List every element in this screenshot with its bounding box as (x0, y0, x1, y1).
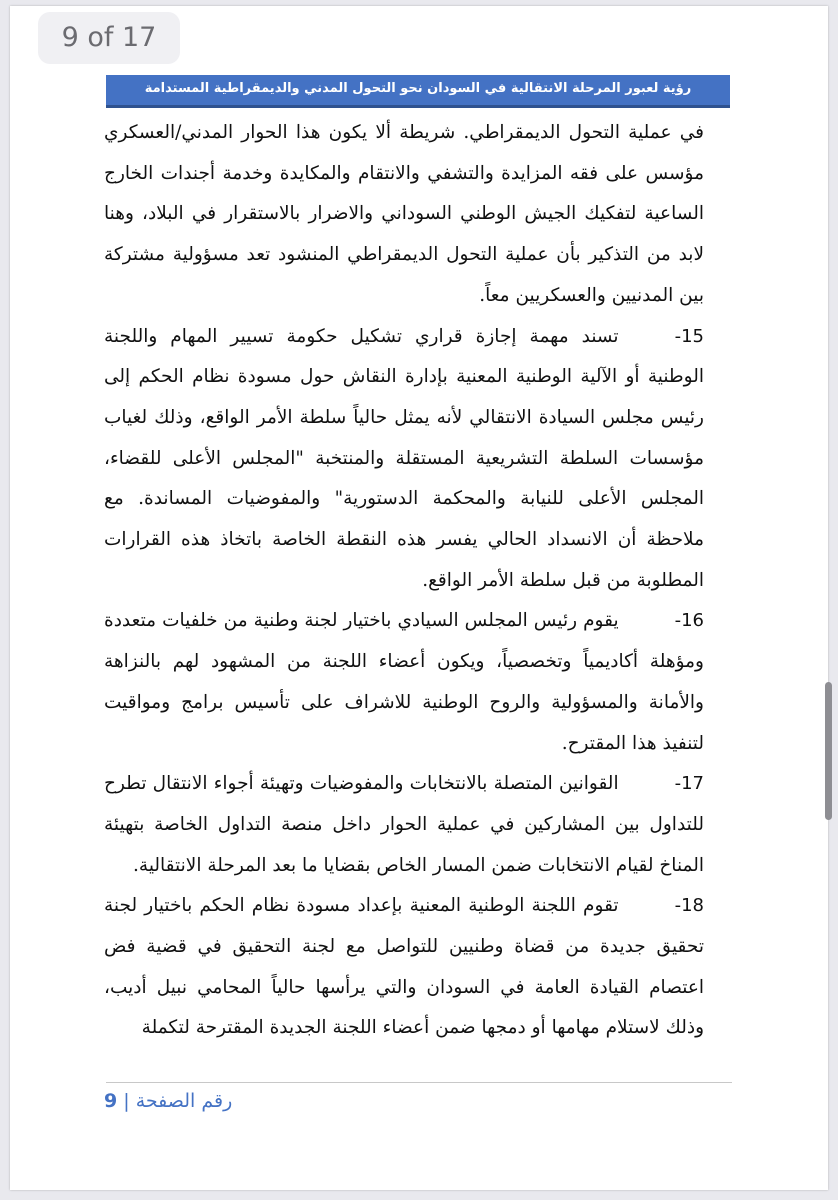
document-header-banner: رؤية لعبور المرحلة الانتقالية في السودان نحو التحول المدني والديمقراطية المستدامة (106, 75, 730, 108)
list-item-text: تقوم اللجنة الوطنية المعنية بإعداد مسودة نظام الحكم باختيار لجنة تحقيق جديدة من قضاة وطنيين للتواصل مع لجنة التحقيق في قضية فض اعتصام القيادة العامة في السودان والتي يرأسها حالياً المحامي نبيل أديب، وذلك لاستلام مهامها أو دمجها ضمن أعضاء اللجنة الجديدة المقترحة لتكملة (104, 895, 704, 1039)
list-item-number: 15- (674, 325, 704, 347)
vertical-scrollbar-thumb[interactable] (825, 682, 832, 820)
list-item (104, 764, 704, 886)
list-item-number: 16- (674, 610, 704, 632)
list-item-number: 18- (674, 895, 704, 917)
page-number-value: 9 (104, 1090, 118, 1112)
document-body (104, 113, 704, 1049)
list-item-text: تسند مهمة إجازة قراري تشكيل حكومة تسيير المهام واللجنة الوطنية أو الآلية الوطنية المعنية بإدارة النقاش حول مسودة نظام الحكم إلى رئيس مجلس السيادة الانتقالي لأنه يمثل حالياً سلطة الأمر الواقع، وذلك لغياب مؤسسات السلطة التشريعية المستقلة والمنتخبة "المجلس الأعلى للقضاء، المجلس الأعلى للنيابة والمحكمة الدستورية" والمفوضيات المساندة. مع ملاحظة أن الانسداد الحالي يفسر هذه النقطة الخاصة باتخاذ هذه القرارات المطلوبة من قبل سلطة الأمر الواقع. (104, 325, 704, 591)
list-item (104, 317, 704, 602)
page-counter-badge: 9 of 17 (38, 12, 180, 64)
list-item-text: القوانين المتصلة بالانتخابات والمفوضيات وتهيئة أجواء الانتقال تطرح للتداول بين المشاركين في عملية الحوار داخل منصة التداول الخاصة بتهيئة المناخ لقيام الانتخابات ضمن المسار الخاص بقضايا ما بعد المرحلة الانتقالية. (104, 773, 704, 876)
list-item-text: يقوم رئيس المجلس السيادي باختيار لجنة وطنية من خلفيات متعددة ومؤهلة أكاديمياً وتخصصياً، ويكون أعضاء اللجنة من المشهود لهم بالنزاهة والأمانة والمسؤولية والروح الوطنية للاشراف على تأسيس برامج ومواقيت لتنفيذ هذا المقترح. (104, 610, 704, 754)
list-item (104, 886, 704, 1049)
list-item (104, 601, 704, 764)
list-item-number: 17- (674, 773, 704, 795)
footer-divider (106, 1082, 732, 1083)
continuation-paragraph: في عملية التحول الديمقراطي. شريطة ألا يكون هذا الحوار المدني/العسكري مؤسس على فقه المزايدة والتشفي والانتقام والمكايدة وخدمة أجندات الخارج الساعية لتفكيك الجيش الوطني السوداني والاضرار بالاستقرار في البلاد، وهنا لابد من التذكير بأن عملية التحول الديمقراطي المنشود تعد مسؤولية مشتركة بين المدنيين والعسكريين معاً. (104, 122, 704, 306)
page-number-footer (104, 1086, 232, 1116)
page-number-label: رقم الصفحة | (123, 1090, 233, 1112)
